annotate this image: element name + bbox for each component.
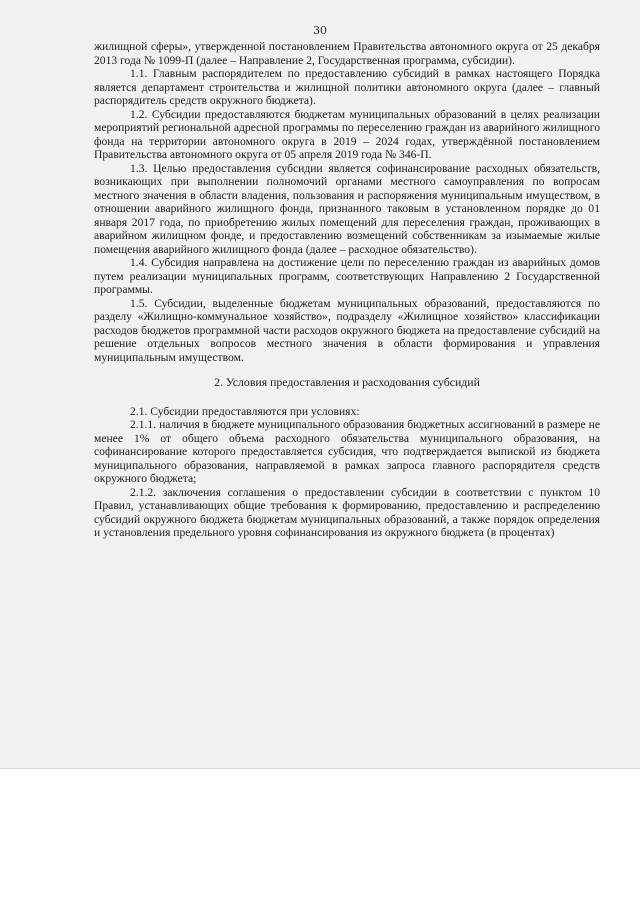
paragraph-continuation: жилищной сферы», утвержденной постановлением Правительства автономного округа от 25 декабря 2013 года № 1099-П (далее – Направление 2, Государственная программа, субсидии). [94,40,600,67]
paragraph-2-1: 2.1. Субсидии предоставляются при условиях: [130,404,360,418]
paragraph-1-1: 1.1. Главным распорядителем по предоставлению субсидий в рамках настоящего Порядка является департамент строительства и жилищной политики автономного округа (далее – главный распорядитель средств окружного бюджета). [94,67,600,107]
paragraph-2-1-2: 2.1.2. заключения соглашения о предоставлении субсидии в соответствии с пунктом 10 Правил, устанавливающих общие требования к формированию, предоставлению и распределению субсидий окружного бюджета бюджетам муниципальных образований, а также порядок определения и установления предельного уровня софинансирования из окружного бюджета (в процентах) [94,485,600,539]
paragraph-1-3: 1.3. Целью предоставления субсидии является софинансирование расходных обязательств, возникающих при выполнении полномочий органами местного самоуправления по вопросам местного значения в области владения, пользования и распоряжения муниципальным имуществом, в отношении аварийного жилищного фонда, признанного таковым в установленном порядке до 01 января 2017 года, по приобретению жилых помещений для переселения граждан, проживающих в аварийном жилищном фонде, и предоставлению возмещений собственникам за изымаемые жилые помещения аварийного жилищного фонда (далее – расходное обязательство). [94,161,600,256]
paragraph-2-1-1: 2.1.1. наличия в бюджете муниципального образования бюджетных ассигнований в размере не менее 1% от общего объема расходного обязательства муниципального образования, на софинансирование которого предоставляется субсидия, что подтверждается выпиской из бюджета муниципального образования, направляемой в рамках запроса главного распорядителя средств окружного бюджета; [94,418,600,485]
document-body [94,40,600,540]
section-heading: 2. Условия предоставления и расходования субсидий [214,375,480,389]
paragraph-1-4: 1.4. Субсидия направлена на достижение цели по переселению граждан из аварийных домов путем реализации муниципальных программ, соответствующих Направлению 2 Государственной программы. [94,256,600,296]
page-number: 30 [313,24,327,37]
paragraph-1-5: 1.5. Субсидии, выделенные бюджетам муниципальных образований, предоставляются по разделу «Жилищно-коммунальное хозяйство», подразделу «Жилищное хозяйство» классификации расходов бюджетов программной части расходов окружного бюджета на предоставление субсидий на решение отдельных вопросов местного значения в области формирования и управления муниципальным имуществом. [94,296,600,364]
paragraph-1-2: 1.2. Субсидии предоставляются бюджетам муниципальных образований в целях реализации мероприятий региональной адресной программы по переселению граждан из аварийного жилищного фонда на территории автономного округа в 2019 – 2024 годах, утверждённой постановлением Правительства автономного округа от 05 апреля 2019 года № 346-П. [94,107,600,161]
blank-area [0,769,640,905]
